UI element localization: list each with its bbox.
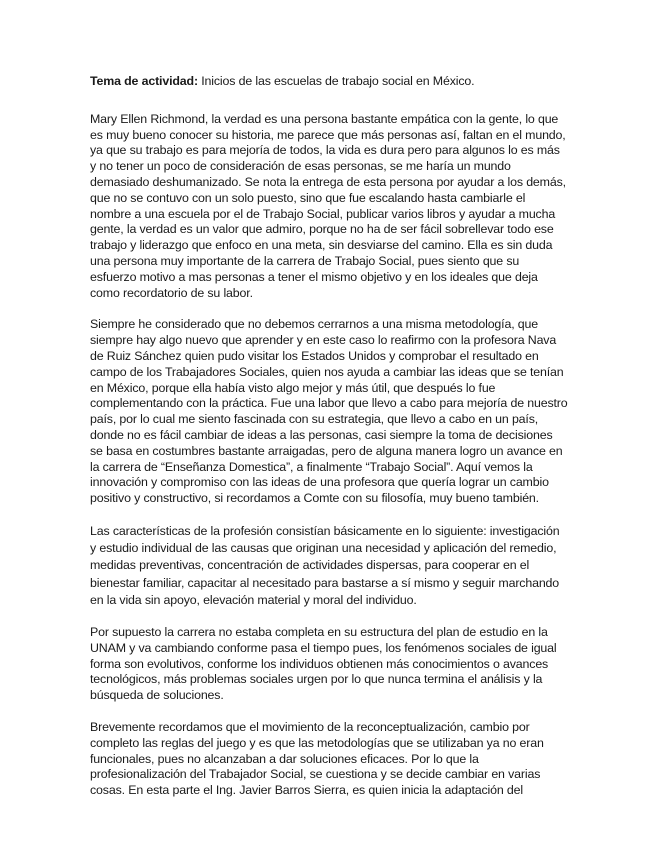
paragraph-richmond: Mary Ellen Richmond, la verdad es una persona bastante empática con la gente, lo que es muy bueno conocer su historia, me parece que más personas así, faltan en el mundo, ya que su trabajo es para mejoría de todos, la vida es dura pero para algunos lo es más y no tener un poco de consideración de esas personas, se me haría un mundo demasiado deshumanizado. Se nota la entrega de esta persona por ayudar a los demás, que no se contuvo con un solo puesto, sino que fue escalando hasta cambiarle el nombre a una escuela por el de Trabajo Social, publicar varios libros y ayudar a mucha gente, la verdad es un valor que admiro, porque no ha de ser fácil sobrellevar todo ese trabajo y liderazgo que enfoco en una meta, sin desviarse del camino. Ella es sin duda una persona muy importante de la carrera de Trabajo Social, pues siento que su esfuerzo motivo a mas personas a tener el mismo objetivo y en los ideales que deja como recordatorio de su labor. — [90, 111, 566, 300]
paragraph-caracteristicas: Las características de la profesión consistían básicamente en lo siguiente: investigación y estudio individual de las causas que originan una necesidad y aplicación del remedio, medidas preventivas, concentración de actividades dispersas, para cooperar en el bienestar familiar, capacitar al necesitado para bastarse a sí mismo y seguir marchando en la vida sin apoyo, elevación material y moral del individuo. — [90, 523, 560, 607]
activity-title-text: Inicios de las escuelas de trabajo social en México. — [197, 74, 475, 88]
paragraph-unam: Por supuesto la carrera no estaba completa en su estructura del plan de estudio en la UNAM y va cambiando conforme pasa el tiempo pues, los fenómenos sociales de igual forma son evolutivos, conforme los individuos obtienen más conocimientos o avances tecnológicos, más problemas sociales urgen por lo que nunca termina el análisis y la búsqueda de soluciones. — [90, 624, 557, 703]
document-body — [90, 74, 568, 815]
activity-title — [90, 74, 568, 90]
paragraph-reconceptualizacion: Brevemente recordamos que el movimiento de la reconceptualización, cambio por completo las reglas del juego y es que las metodologías que se utilizaban ya no eran funcionales, pues no alcanzaban a dar soluciones eficaces. Por lo que la profesionalización del Trabajador Social, se cuestiona y se decide cambiar en varias cosas. En esta parte el Ing. Javier Barros Sierra, es quien inicia la adaptación del — [90, 719, 544, 798]
activity-title-label: Tema de actividad: — [90, 74, 198, 88]
paragraph-nava-ruiz: Siempre he considerado que no debemos cerrarnos a una misma metodología, que siempre hay algo nuevo que aprender y en este caso lo reafirmo con la profesora Nava de Ruiz Sánchez quien pudo visitar los Estados Unidos y comprobar el resultado en campo de los Trabajadores Sociales, quien nos ayuda a cambiar las ideas que se tenían en México, porque ella había visto algo mejor y más útil, que después lo fue complementando con la práctica. Fue una labor que llevo a cabo para mejoría de nuestro país, por lo cual me siento fascinada con su estrategia, que llevo a cabo en un país, donde no es fácil cambiar de ideas a las personas, casi siempre la toma de decisiones se basa en costumbres bastante arraigadas, pero de alguna manera logro un avance en la carrera de “Enseñanza Domestica”, a finalmente “Trabajo Social”. Aquí vemos la innovación y compromiso con las ideas de una profesora que quería lograr un cambio positivo y constructivo, si recordamos a Comte con su filosofía, muy bueno también. — [90, 317, 568, 506]
